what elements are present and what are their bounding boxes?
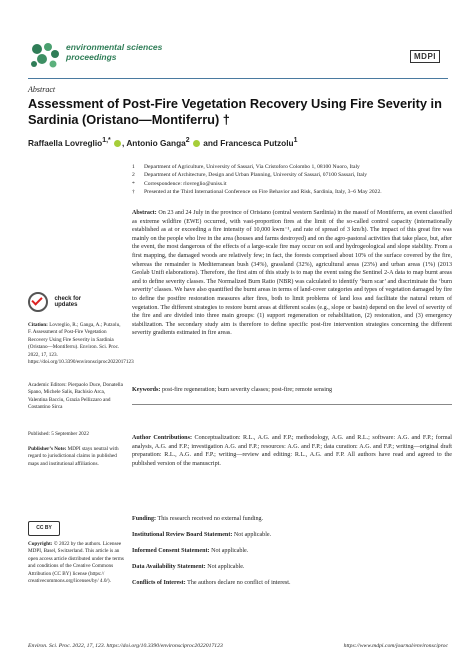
journal-name xyxy=(66,42,162,62)
header-divider xyxy=(28,78,448,79)
author-name: Antonio Ganga xyxy=(126,137,186,148)
statement-label: Data Availability Statement: xyxy=(132,564,206,570)
check-updates-line2: updates xyxy=(54,302,78,308)
orcid-icon[interactable] xyxy=(193,140,200,147)
contributions-label: Author Contributions: xyxy=(132,435,192,441)
page-footer xyxy=(28,643,448,649)
statement-text: Not applicable. xyxy=(207,564,245,570)
section-divider xyxy=(132,404,452,405)
statement-label: Institutional Review Board Statement: xyxy=(132,532,233,538)
author-name: Raffaella Lovreglio xyxy=(28,137,103,148)
citation-label: Citation: xyxy=(28,322,48,328)
author-list: Raffaella Lovreglio$^{1,*}$ , Antonio Ganga$^2$ and Francesca Putzolu$^1$ xyxy=(28,137,298,148)
contributions-text: Conceptualization: R.L., A.G. and F.P.; methodology, A.G. and R.L.; software: A.G. and F.P.; formal analysis, A.G. and F.P.; investigation A.G. and F.P.; resources: A.G. and F.P.; data curation: A.G. and F.P.; writing—original draft preparation: R.L., A.G. and F.P.; writing—review and editing: R.L., A.G. and F.P. All authors have read and agreed to the published version of the manuscript. xyxy=(132,435,452,467)
footer-citation: Environ. Sci. Proc. 2022, 17, 123. https://doi.org/10.3390/environsciproc2022017123 xyxy=(28,643,223,649)
footer-journal-link[interactable]: https://www.mdpi.com/journal/environsciproc xyxy=(343,643,448,649)
presentation-note: Presented at the Third International Conference on Fire Behavior and Risk, Sardinia, Italy, 3–6 May 2022. xyxy=(144,188,382,195)
page-title: Assessment of Post-Fire Vegetation Recovery Using Fire Severity in Sardinia (Oristano—Montiferru) † xyxy=(28,96,442,127)
publisher-note xyxy=(28,446,124,468)
check-updates-line1: check for xyxy=(54,295,82,302)
author-contributions xyxy=(132,434,452,468)
journal-name-line2: proceedings xyxy=(66,52,117,62)
affiliation-row xyxy=(132,180,452,188)
abstract-body xyxy=(132,209,452,338)
affiliations xyxy=(132,163,452,196)
statement-text: The authors declare no conflict of interest. xyxy=(187,580,291,586)
affiliation-row xyxy=(132,188,452,196)
affiliation-marker: 1 xyxy=(132,164,135,170)
consent-statement xyxy=(132,547,452,556)
copyright-text: © 2022 by the authors. Licensee MDPI, Basel, Switzerland. This article is an open access article distributed under the terms and conditions of the Creative Commons Attribution (CC BY) license (https:// creativecommons.org/licenses/by/ 4.0/). xyxy=(28,541,124,585)
affiliation-marker: † xyxy=(132,188,135,195)
citation-block xyxy=(28,322,134,366)
citation-text: Lovreglio, R.; Ganga, A.; Putzolu, F. Assessment of Post-Fire Vegetation Recovery Using Fire Severity in Sardinia (Oristano—Montiferru). Environ. Sci. Proc. 2022, 17, 123. https://doi.org/10.3390/environsciproc2022017123 xyxy=(28,322,134,366)
check-for-updates-button[interactable] xyxy=(28,292,100,312)
author-sup: 1 xyxy=(293,137,298,144)
funding-statement xyxy=(132,515,452,524)
keywords xyxy=(132,386,452,395)
editors-text: Pierpaolo Duce, Donatella Spano, Michele Salis, Bachisio Arca, Valentina Bacciu, Grazia Pellizzaro and Costantino Sirca xyxy=(28,382,123,411)
irb-statement xyxy=(132,531,452,540)
statement-label: Conflicts of Interest: xyxy=(132,580,186,586)
publisher-name: MDPI xyxy=(410,50,440,63)
conflicts-statement xyxy=(132,579,452,588)
data-availability-statement xyxy=(132,563,452,572)
editors-label: Academic Editors: xyxy=(28,382,67,388)
abstract-label: Abstract: xyxy=(132,210,157,216)
publisher-note-text: MDPI stays neutral with regard to jurisdictional claims in published maps and institutional affiliations. xyxy=(28,446,119,467)
copyright-label: Copyright: xyxy=(28,541,53,547)
check-updates-icon xyxy=(28,292,48,312)
affiliation-text: Department of Agriculture, University of Sassari, Via Cristoforo Colombo 1, 08100 Nuoro, Italy xyxy=(144,164,360,170)
correspondence-text: Correspondence: rlovreglio@uniss.it xyxy=(144,180,227,187)
statement-text: Not applicable. xyxy=(211,548,249,554)
keywords-text: post-fire regeneration; burn severity classes; post-fire; remote sensing xyxy=(161,387,333,393)
abstract-text: On 23 and 24 July in the province of Oristano (central western Sardinia) in the massif of Montiferru, an event classified as extreme wildfire (EWE) occurred, with vast-proportion fires at the limit of the so-called control capacity (internationally established as at or exceeding a fire intensity of 10,000 kwm⁻¹, and rate of spread of 3 km/h). The impact of this great fire was mainly on the people who live in the area (houses and farms destroyed) and on the agro-pastoral activities that take place, but, after the event, the most dangerous of the effects of a large-scale fire may occur on soil and hydrogeological and slope stability. From a first mapping, the damaged woods are relatively few; in fact, the forests comprised about 10% of the surface covered by the fire, whereas the remainder is Mediterranean bush (34%), grassland (32%), agricultural areas (23%) and urban areas (1%) (2013 Geolab Unifi elaborations). Therefore, the first aim of this study is to map the event using the Sentinel 2-A data to map burnt areas and to define severity classes. The Normalized Burn Ratio (NBR) was calculated to identify ‘burn scar’ and discriminate the ‘burn severity’ classes. We have also quantified the burnt areas in terms of land-cover categories and types of vegetation damaged by fire to define the postfire restoration measures after fires, both to limit problems of land loss and facilitate the natural return of vegetation. The different strategies to restore burnt areas at different scales (e.g., slope or basin) depend on the level of severity of the fire and are divided into three main groups: (1) support regeneration or rehabilitation, (2) restoration, and (3) emergency stabilization. The secondary study aim is therefore to define specific post-fire intervention strategies concerning the different severity gradients estimated in fire areas. xyxy=(132,210,452,337)
published-date: Published: 5 September 2022 xyxy=(28,431,89,437)
academic-editors xyxy=(28,382,124,412)
orcid-icon[interactable] xyxy=(114,140,121,147)
publisher-note-label: Publisher’s Note: xyxy=(28,446,67,452)
journal-logo-icon xyxy=(28,40,62,70)
affiliation-marker: * xyxy=(132,180,135,187)
statement-text: Not applicable. xyxy=(233,532,272,538)
statement-label: Funding: xyxy=(132,516,157,522)
statement-text: This research received no external funding. xyxy=(157,516,264,522)
journal-name-line1: environmental sciences xyxy=(66,42,163,52)
affiliation-text: Department of Architecture, Design and Urban Planning, University of Sassari, 07100 Sassari, Italy xyxy=(144,172,368,179)
article-type: Abstract xyxy=(28,85,56,94)
author-name: and Francesca Putzolu xyxy=(203,137,294,148)
affiliation-marker: 2 xyxy=(132,172,135,179)
affiliation-row xyxy=(132,171,452,179)
affiliation-row xyxy=(132,163,452,171)
publisher-logo xyxy=(410,46,440,64)
author-sup: 1,* xyxy=(102,137,111,144)
statement-label: Informed Consent Statement: xyxy=(132,548,210,554)
copyright-block xyxy=(28,541,124,585)
keywords-label: Keywords: xyxy=(132,387,161,393)
cc-license-badge[interactable]: CC BY xyxy=(28,521,60,536)
author-sup: 2 xyxy=(185,137,190,144)
check-updates-label xyxy=(54,296,81,309)
